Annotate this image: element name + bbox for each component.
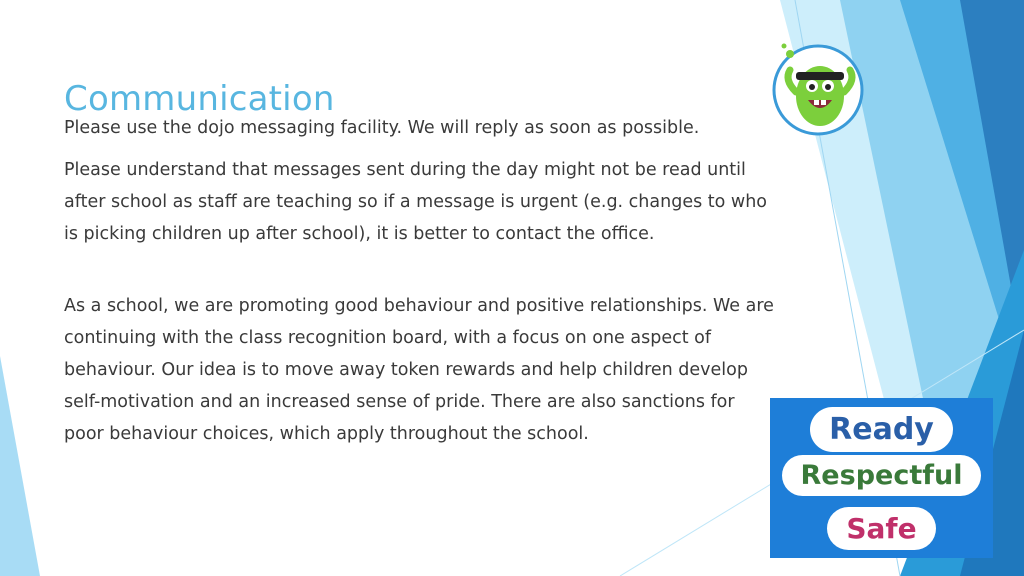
value-ready: Ready xyxy=(770,410,993,449)
value-safe: Safe xyxy=(770,510,993,547)
class-dojo-monster-icon xyxy=(770,40,870,140)
paragraph-response-time: Please understand that messages sent during the day might not be read until after school as staff are teaching so if a message is urgent (e.g. changes to who is picking children up after school), it is better to contact the office. xyxy=(64,160,768,244)
slide-title: Communication xyxy=(64,78,335,119)
paragraph-behaviour: As a school, we are promoting good behaviour and positive relationships. We are continuing with the class recognition board, with a focus on one aspect of behaviour. Our idea is to move away token rewards and help children develop self-motivation and an increased sense of pride. There are also sanctions for poor behaviour choices, which apply throughout the school. xyxy=(64,296,774,444)
paragraph-messaging: Please use the dojo messaging facility. We will reply as soon as possible. xyxy=(64,118,700,138)
left-sliver-shape xyxy=(0,356,40,576)
ready-respectful-safe-image xyxy=(770,398,993,558)
value-respectful: Respectful xyxy=(770,458,993,493)
